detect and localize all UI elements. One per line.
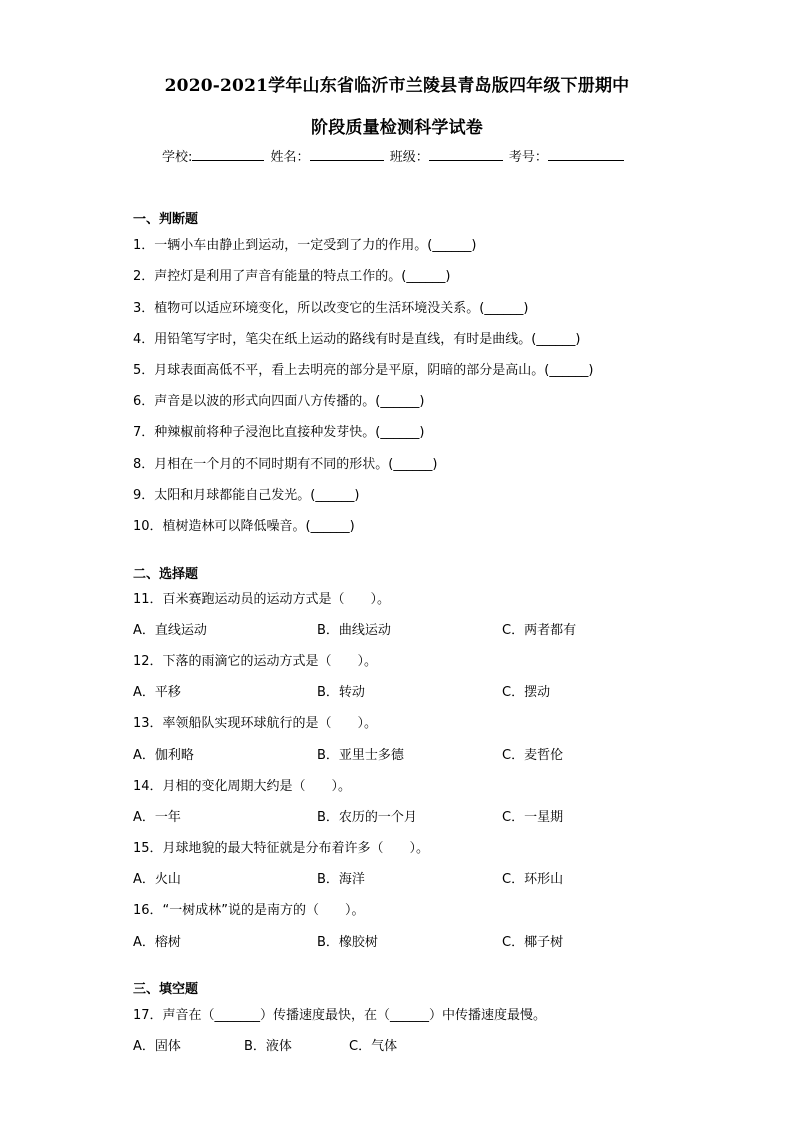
school-blank[interactable] [192, 148, 264, 161]
name-label: 姓名： [270, 150, 310, 165]
question-9: 9．太阳和月球都能自己发光。(______) [133, 488, 360, 503]
section-judge-heading: 一、判断题 [133, 212, 199, 227]
q11-option-c[interactable]: C．两者都有 [502, 623, 577, 638]
student-info-row [162, 146, 626, 165]
q14-option-b[interactable]: B．农历的一个月 [317, 810, 417, 825]
q15-option-a[interactable]: A．火山 [133, 872, 181, 887]
q13-option-a[interactable]: A．伽利略 [133, 748, 194, 763]
q11-option-b[interactable]: B．曲线运动 [317, 623, 391, 638]
q16-option-b[interactable]: B．橡胶树 [317, 935, 378, 950]
question-8: 8．月相在一个月的不同时期有不同的形状。(______) [133, 457, 438, 472]
question-7: 7．种辣椒前将种子浸泡比直接种发芽快。(______) [133, 425, 425, 440]
question-11: 11．百米赛跑运动员的运动方式是（ ）。 [133, 592, 391, 607]
question-6: 6．声音是以波的形式向四面八方传播的。(______) [133, 394, 425, 409]
q17-option-c[interactable]: C．气体 [349, 1039, 398, 1054]
q12-option-b[interactable]: B．转动 [317, 685, 365, 700]
question-1: 1．一辆小车由静止到运动，一定受到了力的作用。(______) [133, 238, 477, 253]
question-4: 4．用铅笔写字时，笔尖在纸上运动的路线有时是直线，有时是曲线。(______) [133, 332, 581, 347]
q14-option-c[interactable]: C．一星期 [502, 810, 564, 825]
exam-title-line1: 2020-2021学年山东省临沂市兰陵县青岛版四年级下册期中 [164, 76, 630, 96]
section-fill-heading: 三、填空题 [133, 982, 199, 997]
class-label: 班级： [389, 150, 429, 165]
question-13: 13．率领船队实现环球航行的是（ ）。 [133, 716, 378, 731]
question-12: 12．下落的雨滴它的运动方式是（ ）。 [133, 654, 378, 669]
q12-option-a[interactable]: A．平移 [133, 685, 181, 700]
name-blank[interactable] [310, 148, 384, 161]
q17-option-b[interactable]: B．液体 [244, 1039, 292, 1054]
q16-option-c[interactable]: C．椰子树 [502, 935, 564, 950]
q13-option-b[interactable]: B．亚里士多德 [317, 748, 404, 763]
section-choice-heading: 二、选择题 [133, 567, 199, 582]
question-17: 17．声音在（_______）传播速度最快，在（______）中传播速度最慢。 [133, 1008, 547, 1023]
q14-option-a[interactable]: A．一年 [133, 810, 181, 825]
class-blank[interactable] [429, 148, 503, 161]
q15-option-b[interactable]: B．海洋 [317, 872, 365, 887]
q17-option-a[interactable]: A．固体 [133, 1039, 181, 1054]
exam-title-line2: 阶段质量检测科学试卷 [311, 118, 483, 138]
question-5: 5．月球表面高低不平，看上去明亮的部分是平原，阴暗的部分是高山。(______) [133, 363, 594, 378]
question-14: 14．月相的变化周期大约是（ ）。 [133, 779, 352, 794]
number-blank[interactable] [548, 148, 624, 161]
q13-option-c[interactable]: C．麦哲伦 [502, 748, 564, 763]
school-label: 学校: [162, 150, 193, 165]
q15-option-c[interactable]: C．环形山 [502, 872, 564, 887]
q11-option-a[interactable]: A．直线运动 [133, 623, 207, 638]
question-10: 10．植树造林可以降低噪音。(______) [133, 519, 355, 534]
q16-option-a[interactable]: A．榕树 [133, 935, 181, 950]
question-3: 3．植物可以适应环境变化，所以改变它的生活环境没关系。(______) [133, 301, 529, 316]
question-16: 16．“一树成林”说的是南方的（ ）。 [133, 903, 365, 918]
question-15: 15．月球地貌的最大特征就是分布着许多（ ）。 [133, 841, 430, 856]
question-2: 2．声控灯是利用了声音有能量的特点工作的。(______) [133, 269, 451, 284]
q12-option-c[interactable]: C．摆动 [502, 685, 551, 700]
number-label: 考号： [508, 150, 548, 165]
